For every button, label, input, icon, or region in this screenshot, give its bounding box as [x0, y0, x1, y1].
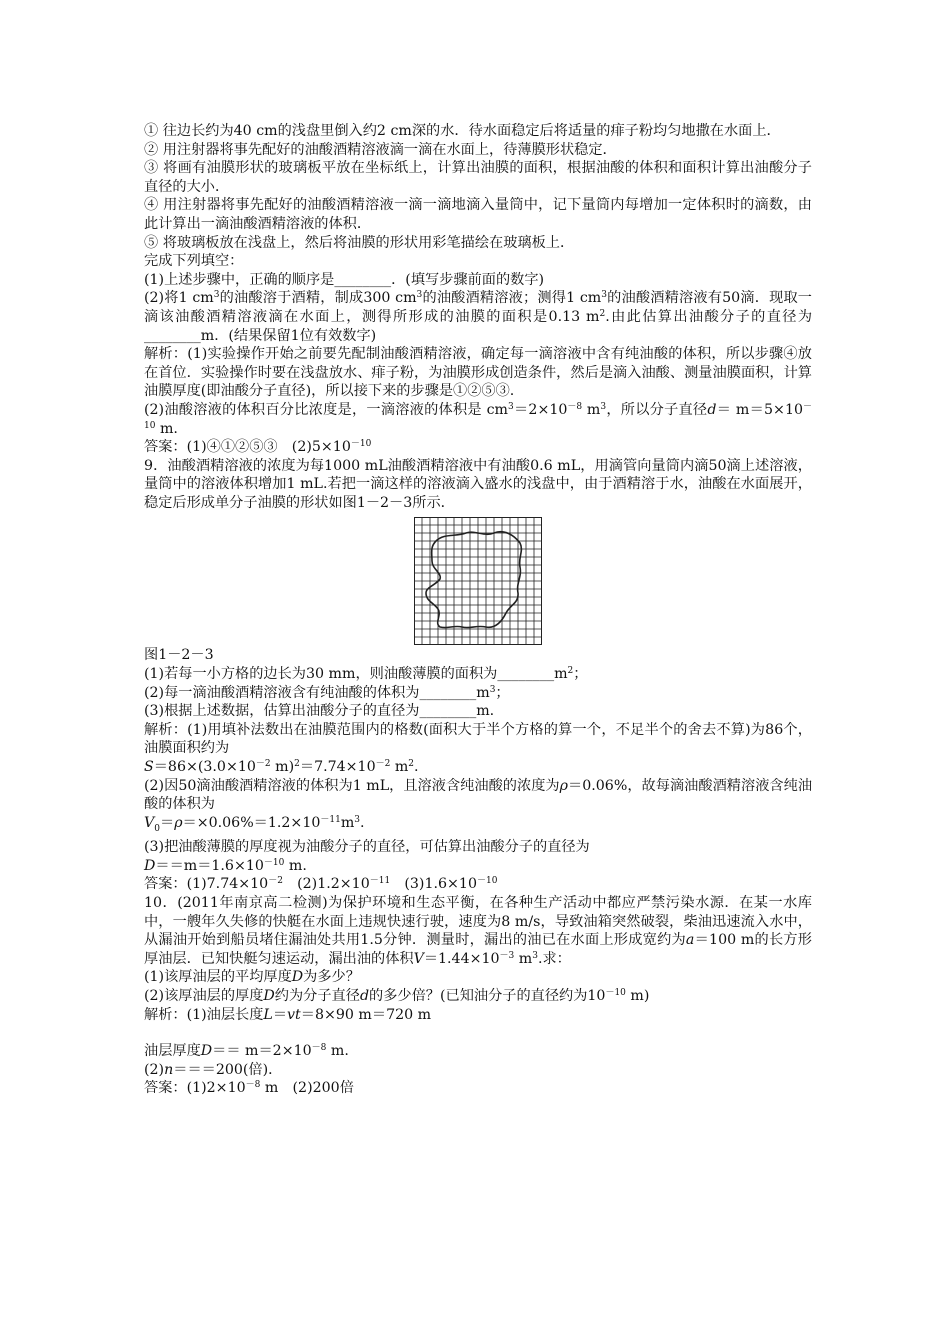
- oil-film-figure: [144, 517, 812, 645]
- figure-caption: 图1－2－3: [144, 647, 214, 664]
- step-1: ① 往边长约为40 cm的浅盘里倒入约2 cm深的水．待水面稳定后将适量的痱子粉均匀地撒在水面上．: [144, 123, 781, 139]
- q8-solution-2: (2)油酸溶液的体积百分比浓度是，一滴溶液的体积是 $cm^3=2\times 10^{-8}$ $m^3$，所以分子直径$d= m=5\times 10^{-10}$ m.: [144, 401, 813, 437]
- q10-part-1: (1)该厚油层的平均厚度D为多少？: [144, 969, 360, 986]
- q8-solution-1: 解析：(1)实验操作开始之前要先配制油酸酒精溶液，确定每一滴溶液中含有纯油酸的体积，所以步骤④放在首位．实验操作时要在浅盘放水、痱子粉，为油膜形成创造条件，然后是滴入油酸、测量油膜面积，计算油膜厚度(即油酸分子直径)，所以接下来的步骤是①②⑤③.: [144, 346, 812, 400]
- q9-solution-2: (2)因50滴油酸酒精溶液的体积为1 mL，且溶液含纯油酸的浓度为ρ＝0.06%，故每滴油酸酒精溶液含纯油酸的体积为: [144, 777, 813, 813]
- grid-with-oil-film: [414, 517, 542, 645]
- q10-stem: 10．(2011年南京高二检测)为保护环境和生态平衡，在各种生产活动中都应严禁污染水源．在某一水库中，一艘年久失修的快艇在水面上违规快速行驶，速度为8 m/s，导致油箱突然破裂，柴油迅速流入水中，从漏油开始到船员堵住漏油处共用1.5分钟．测量时，漏出的油已在水面上形成宽约为a＝100 m的长方形厚油层．已知快艇匀速运动，漏出油的体积$V=1.44\times 10^{-3}$ $m^3$.求：: [144, 895, 812, 967]
- step-5: ⑤ 将玻璃板放在浅盘上，然后将油膜的形状用彩笔描绘在玻璃板上．: [144, 234, 575, 251]
- document-page: [144, 122, 812, 1098]
- step-2: ② 用注射器将事先配好的油酸酒精溶液滴一滴在水面上，待薄膜形状稳定．: [144, 141, 617, 158]
- q9-solution-volume: $V_0=\rho=\times 0.06\%=1.2\times 10^{-11}m^3$.: [144, 814, 365, 834]
- q9-solution-area: $S=86\times(3.0\times 10^{-2}$ $m)^2=7.74\times 10^{-2}$ $m^2$.: [144, 759, 419, 776]
- q10-solution-1: 解析：(1)油层长度L＝vt＝8×90 m＝720 m: [144, 1006, 432, 1023]
- q10-solution-2: 油层厚度$D== m=2\times 10^{-8}$ m.: [144, 1043, 349, 1060]
- q9-stem: 9．油酸酒精溶液的浓度为每1000 mL油酸酒精溶液中有油酸0.6 mL，用滴管向量筒内滴50滴上述溶液，量筒中的溶液体积增加1 mL.若把一滴这样的溶液滴入盛水的浅盘中，由于酒精溶于水，油酸在水面展开，稳定后形成单分子油膜的形状如图1－2－3所示．: [144, 457, 812, 511]
- q9-solution-1: 解析：(1)用填补法数出在油膜范围内的格数(面积大于半个方格的算一个，不足半个的舍去不算)为86个，油膜面积约为: [144, 721, 812, 757]
- q8-answer: 答案：(1)④①②⑤③ $(2)5\times 10^{-10}$: [144, 439, 372, 456]
- q10-part-2: (2)该厚油层的厚度D约为分子直径d的多少倍？(已知油分子的直径约为$10^{-10}$ m): [144, 987, 650, 1004]
- step-3: ③ 将画有油膜形状的玻璃板平放在坐标纸上，计算出油膜的面积，根据油酸的体积和面积计算出油酸分子直径的大小．: [144, 160, 812, 195]
- q9-solution-diameter: $D==m=1.6\times 10^{-10}$ m.: [144, 857, 307, 874]
- q10-answer: 答案：$(1)2\times 10^{-8}$ m (2)200倍: [144, 1080, 354, 1097]
- q9-part-2: (2)每一滴油酸酒精溶液含有纯油酸的体积为$\_\_\_\_\_\_\_\_m^3$；: [144, 684, 510, 701]
- q8-part-2: (2)将1 $cm^3$的油酸溶于酒精，制成300 $cm^3$的油酸酒精溶液；测得1 $cm^3$的油酸酒精溶液有50滴．现取一滴该油酸酒精溶液滴在水面上，测得所形成的油膜的面积是0.13 $m^2$.由此估算出油酸分子的直径为________m．(结果保留1位有效数字): [144, 290, 813, 344]
- q9-answer: 答案：$(1)7.74\times 10^{-2}$ $(2)1.2\times 10^{-11}$ $(3)1.6\times 10^{-10}$: [144, 876, 498, 893]
- q9-part-1: (1)若每一小方格的边长为30 mm，则油酸薄膜的面积为$\_\_\_\_\_\_\_\_m^2$；: [144, 666, 588, 683]
- step-4: ④ 用注射器将事先配好的油酸酒精溶液一滴一滴地滴入量筒中，记下量筒内每增加一定体积时的滴数，由此计算出一滴油酸酒精溶液的体积．: [144, 197, 812, 232]
- q10-solution-3: (2)n＝＝＝200(倍)．: [144, 1061, 283, 1078]
- q8-part-1: (1)上述步骤中，正确的顺序是________．(填写步骤前面的数字): [144, 271, 545, 288]
- q9-part-3: (3)根据上述数据，估算出油酸分子的直径为________m.: [144, 703, 495, 720]
- q8-instruction: 完成下列填空：: [144, 253, 244, 270]
- q9-solution-3: (3)把油酸薄膜的厚度视为油酸分子的直径，可估算出油酸分子的直径为: [144, 839, 590, 856]
